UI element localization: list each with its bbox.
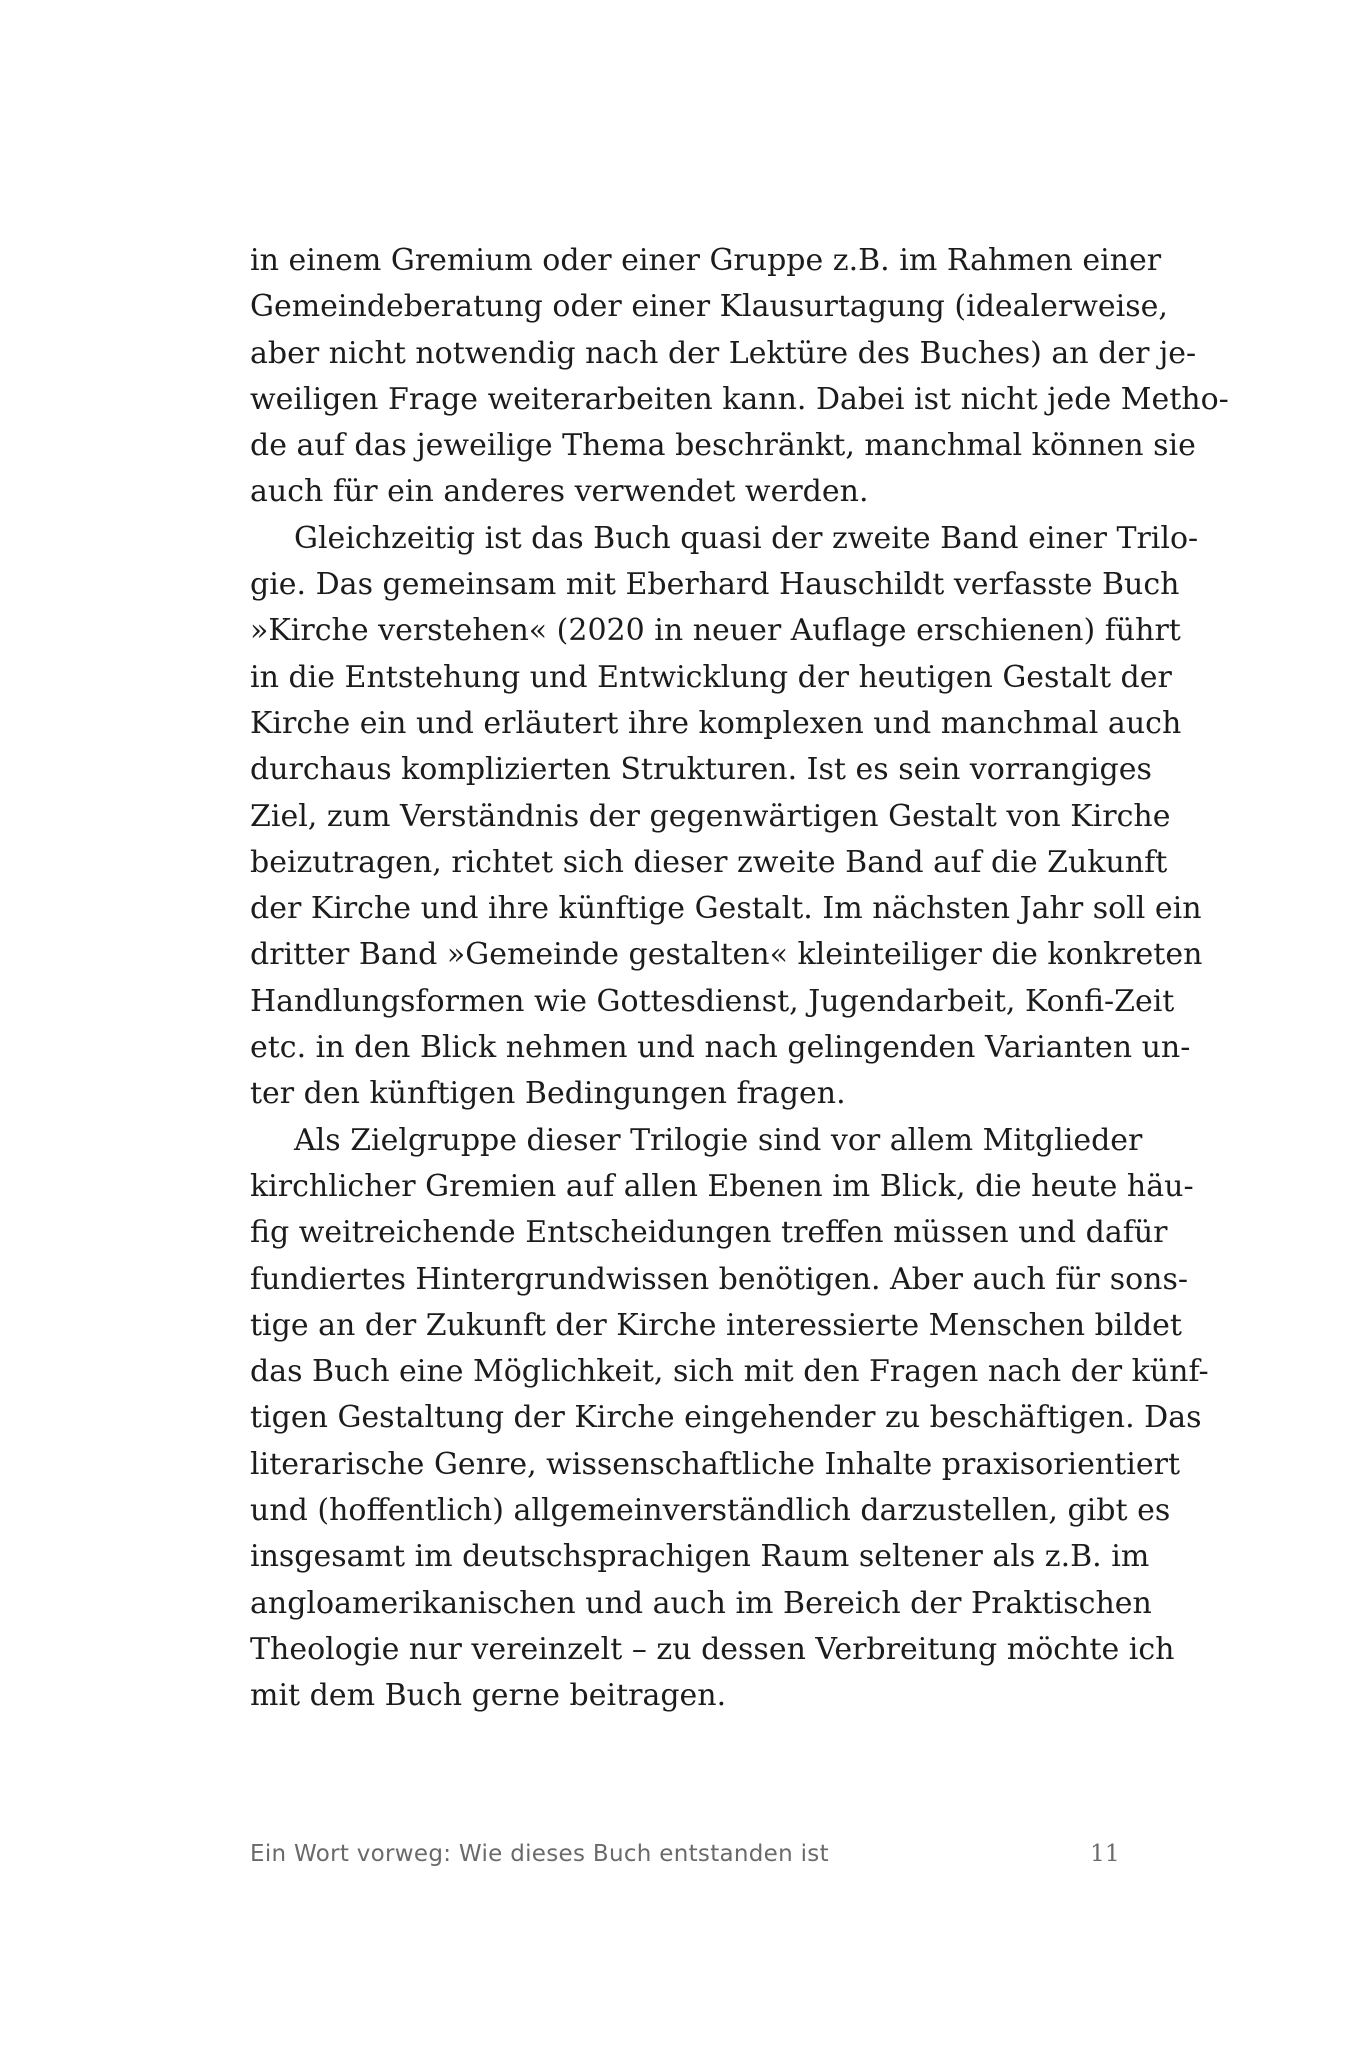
text-line: angloamerikanischen und auch im Bereich der Praktischen bbox=[250, 1585, 1152, 1621]
text-line: tigen Gestaltung der Kirche eingehender zu beschäftigen. Das bbox=[250, 1400, 1202, 1436]
text-line: etc. in den Blick nehmen und nach gelingenden Varianten un- bbox=[250, 1030, 1191, 1066]
text-line: kirchlicher Gremien auf allen Ebenen im Blick, die heute häu- bbox=[250, 1168, 1194, 1204]
text-line: durchaus komplizierten Strukturen. Ist es sein vorrangiges bbox=[250, 752, 1152, 788]
running-head: Ein Wort vorweg: Wie dieses Buch entstanden ist bbox=[250, 1841, 829, 1867]
text-line: tige an der Zukunft der Kirche interessierte Menschen bildet bbox=[250, 1307, 1182, 1343]
text-line: Kirche ein und erläutert ihre komplexen und manchmal auch bbox=[250, 705, 1182, 741]
text-line: Gemeindeberatung oder einer Klausurtagung (idealerweise, bbox=[250, 289, 1168, 325]
text-line: fig weitreichende Entscheidungen treffen müssen und dafür bbox=[250, 1215, 1168, 1251]
paragraph bbox=[250, 1118, 1209, 1720]
text-line: in einem Gremium oder einer Gruppe z.B. im Rahmen einer bbox=[250, 243, 1162, 278]
text-line: Handlungsformen wie Gottesdienst, Jugendarbeit, Konfi-Zeit bbox=[250, 983, 1175, 1019]
text-line: Als Zielgruppe dieser Trilogie sind vor allem Mitglieder bbox=[294, 1122, 1143, 1158]
text-line: ter den künftigen Bedingungen fragen. bbox=[250, 1076, 846, 1112]
text-line: in die Entstehung und Entwicklung der heutigen Gestalt der bbox=[250, 659, 1172, 695]
body-text bbox=[250, 238, 1229, 1720]
text-line: fundiertes Hintergrundwissen benötigen. Aber auch für sons- bbox=[250, 1261, 1188, 1297]
text-line: aber nicht notwendig nach der Lektüre des Buches) an der je- bbox=[250, 335, 1197, 371]
text-line: literarische Genre, wissenschaftliche Inhalte praxisorientiert bbox=[250, 1446, 1181, 1482]
text-line: mit dem Buch gerne beitragen. bbox=[250, 1678, 727, 1714]
page-number: 11 bbox=[1090, 1841, 1120, 1867]
text-line: beizutragen, richtet sich dieser zweite Band auf die Zukunft bbox=[250, 844, 1168, 880]
text-line: »Kirche verstehen« (2020 in neuer Auflage erschienen) führt bbox=[250, 613, 1181, 649]
text-line: Ziel, zum Verständnis der gegenwärtigen Gestalt von Kirche bbox=[250, 798, 1171, 834]
text-line: insgesamt im deutschsprachigen Raum seltener als z.B. im bbox=[250, 1539, 1150, 1575]
text-line: Theologie nur vereinzelt – zu dessen Verbreitung möchte ich bbox=[250, 1631, 1175, 1667]
text-line: der Kirche und ihre künftige Gestalt. Im nächsten Jahr soll ein bbox=[250, 891, 1202, 927]
text-line: dritter Band »Gemeinde gestalten« kleinteiliger die konkreten bbox=[250, 937, 1203, 973]
text-line: de auf das jeweilige Thema beschränkt, manchmal können sie bbox=[250, 428, 1196, 464]
text-line: Gleichzeitig ist das Buch quasi der zweite Band einer Trilo- bbox=[294, 520, 1199, 556]
paragraph bbox=[250, 238, 1229, 516]
text-line: weiligen Frage weiterarbeiten kann. Dabei ist nicht jede Metho- bbox=[250, 381, 1229, 417]
paragraph bbox=[250, 516, 1203, 1118]
text-line: und (hoffentlich) allgemeinverständlich darzustellen, gibt es bbox=[250, 1493, 1171, 1529]
text-line: das Buch eine Möglichkeit, sich mit den Fragen nach der künf- bbox=[250, 1354, 1209, 1390]
page-footer bbox=[250, 1834, 1120, 1874]
text-line: gie. Das gemeinsam mit Eberhard Hauschildt verfasste Buch bbox=[250, 567, 1180, 603]
text-line: auch für ein anderes verwendet werden. bbox=[250, 474, 869, 510]
